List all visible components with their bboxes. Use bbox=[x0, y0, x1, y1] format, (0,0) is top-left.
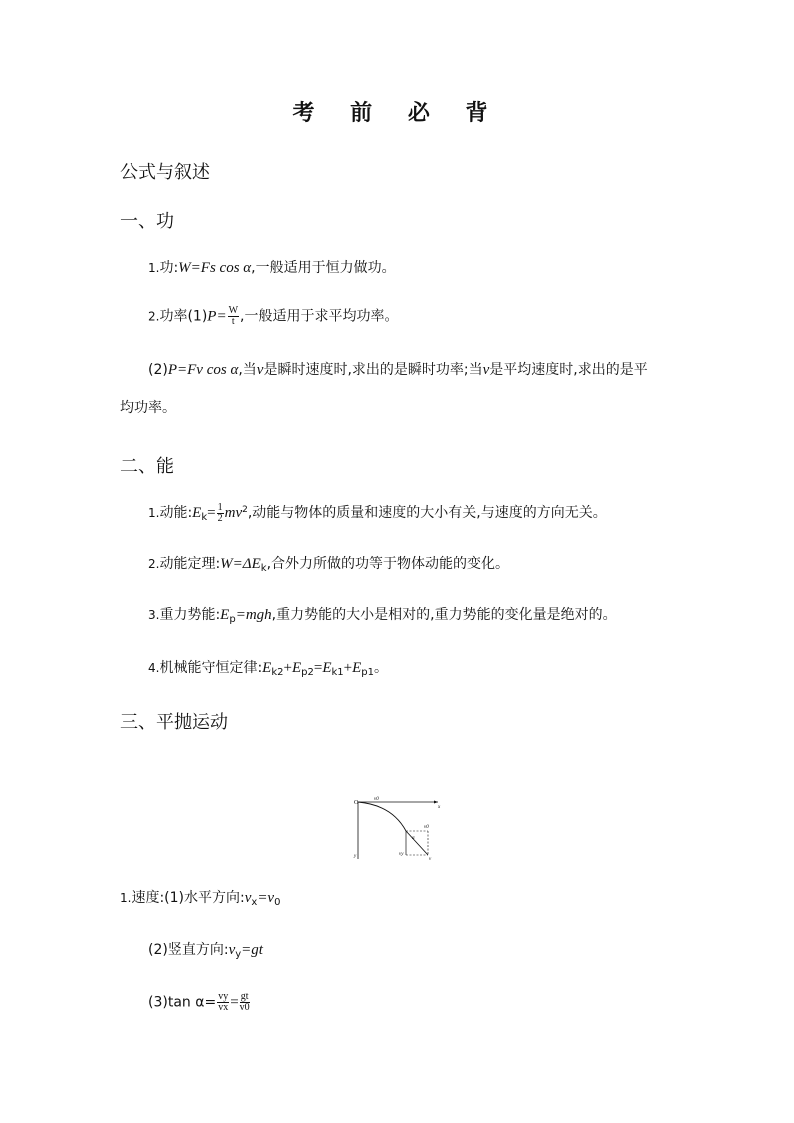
item-text: ,当 bbox=[238, 362, 257, 378]
period: 。 bbox=[374, 660, 389, 676]
fraction bbox=[240, 992, 250, 1013]
equals: = bbox=[230, 994, 239, 1011]
v0-top-label: v0 bbox=[374, 797, 379, 802]
item-label: 动能定理: bbox=[159, 556, 221, 572]
plus: + bbox=[283, 660, 292, 676]
superscript: 2 bbox=[242, 505, 248, 515]
formula: mv bbox=[224, 505, 243, 521]
item-text: ,动能与物体的质量和速度的大小有关,与速度的方向无关。 bbox=[247, 505, 607, 521]
formula: =v bbox=[257, 890, 275, 906]
item-text: 是瞬时速度时,求出的是瞬时功率;当 bbox=[263, 362, 483, 378]
section-formulas: 公式与叙述 bbox=[120, 162, 210, 183]
subscript: p2 bbox=[301, 667, 314, 678]
item-label: 速度:(1)水平方向: bbox=[131, 890, 245, 906]
numerator: vy bbox=[218, 991, 229, 1002]
subscript: x bbox=[251, 897, 258, 908]
item-text: 是平均速度时,求出的是平 bbox=[489, 362, 648, 378]
velocity-vector bbox=[406, 831, 428, 855]
fraction bbox=[217, 992, 229, 1013]
numerator: gt bbox=[240, 991, 249, 1002]
projectile-item-1c bbox=[148, 992, 251, 1013]
denominator: v0 bbox=[239, 1002, 250, 1013]
work-item-1 bbox=[148, 258, 396, 278]
page-title: 考 前 必 背 bbox=[292, 100, 502, 126]
formula: W=ΔE bbox=[220, 556, 261, 572]
fraction bbox=[217, 503, 224, 524]
x-label: x bbox=[438, 805, 441, 810]
item-label: 重力势能: bbox=[159, 607, 221, 623]
item-text: ,一般适用于求平均功率。 bbox=[240, 308, 399, 325]
symbol-e: E bbox=[192, 505, 202, 521]
energy-item-4 bbox=[148, 658, 388, 683]
item-label: (2)竖直方向: bbox=[148, 942, 229, 958]
item-label: 动能: bbox=[159, 505, 193, 521]
subscript: k bbox=[260, 563, 267, 574]
symbol-v: v bbox=[244, 890, 252, 906]
formula: P= bbox=[207, 308, 227, 325]
item-label: (2) bbox=[148, 362, 168, 378]
trajectory-curve bbox=[358, 802, 406, 831]
projectile-diagram bbox=[352, 793, 444, 863]
subscript: k2 bbox=[271, 667, 284, 678]
energy-item-1 bbox=[148, 500, 607, 528]
formula: P=Fv cos α bbox=[167, 362, 239, 378]
y-label: y bbox=[354, 854, 357, 859]
denominator: t bbox=[231, 316, 235, 327]
symbol-v: v bbox=[482, 362, 490, 378]
vy-label: vy bbox=[399, 852, 404, 857]
origin-label: O bbox=[354, 800, 359, 806]
symbol-e: E bbox=[262, 660, 272, 676]
item-label: (3)tan α= bbox=[148, 994, 217, 1011]
item-number: 2. bbox=[148, 557, 160, 571]
denominator: 2 bbox=[217, 512, 223, 524]
subscript: p1 bbox=[361, 667, 375, 678]
formula: =gt bbox=[241, 942, 263, 958]
item-number: 1. bbox=[120, 891, 132, 905]
energy-item-2 bbox=[148, 554, 509, 579]
work-item-2b bbox=[148, 360, 648, 380]
item-number: 4. bbox=[148, 661, 160, 675]
symbol-e: E bbox=[291, 660, 302, 676]
subscript: k1 bbox=[331, 667, 344, 678]
numerator: W bbox=[228, 305, 239, 316]
x-axis-arrow bbox=[434, 801, 438, 804]
v-label: v bbox=[429, 857, 432, 862]
v0-side-label: v0 bbox=[424, 825, 429, 830]
item-text: ,重力势能的大小是相对的,重力势能的变化量是绝对的。 bbox=[271, 607, 617, 623]
denominator: vx bbox=[218, 1002, 229, 1013]
projectile-item-1b bbox=[148, 940, 263, 965]
item-text: ,一般适用于恒力做功。 bbox=[251, 260, 396, 276]
formula: =mgh bbox=[235, 607, 272, 623]
plus: + bbox=[343, 660, 353, 676]
section-work-heading: 一、功 bbox=[120, 211, 174, 232]
item-number: 3. bbox=[148, 608, 160, 622]
energy-item-3 bbox=[148, 605, 617, 630]
section-energy-heading: 二、能 bbox=[120, 456, 174, 477]
subscript: k bbox=[201, 512, 208, 523]
item-number: 2. bbox=[148, 309, 160, 324]
item-text: ,合外力所做的功等于物体动能的变化。 bbox=[266, 556, 510, 572]
item-label: 功: bbox=[159, 260, 179, 276]
symbol-e: E bbox=[352, 660, 362, 676]
item-label: 功率(1) bbox=[159, 308, 208, 325]
symbol-v: v bbox=[256, 362, 264, 378]
symbol-v: v bbox=[228, 942, 236, 958]
work-item-2b-continuation: 均功率。 bbox=[120, 400, 176, 416]
numerator: 1 bbox=[217, 501, 223, 513]
formula: W=Fs cos α bbox=[178, 260, 252, 276]
equals: = bbox=[313, 660, 323, 676]
alpha-label: α bbox=[412, 836, 415, 841]
subscript: p bbox=[229, 614, 236, 625]
symbol-e: E bbox=[220, 607, 230, 623]
work-item-2 bbox=[148, 306, 399, 327]
item-number: 1. bbox=[148, 506, 160, 520]
subscript: y bbox=[235, 949, 242, 960]
item-label: 机械能守恒定律: bbox=[159, 660, 263, 676]
equals: = bbox=[207, 505, 216, 521]
item-number: 1. bbox=[148, 261, 160, 275]
projectile-item-1 bbox=[120, 888, 280, 913]
subscript: 0 bbox=[274, 897, 281, 908]
symbol-e: E bbox=[322, 660, 332, 676]
fraction bbox=[228, 306, 239, 327]
section-projectile-heading: 三、平抛运动 bbox=[120, 712, 228, 733]
